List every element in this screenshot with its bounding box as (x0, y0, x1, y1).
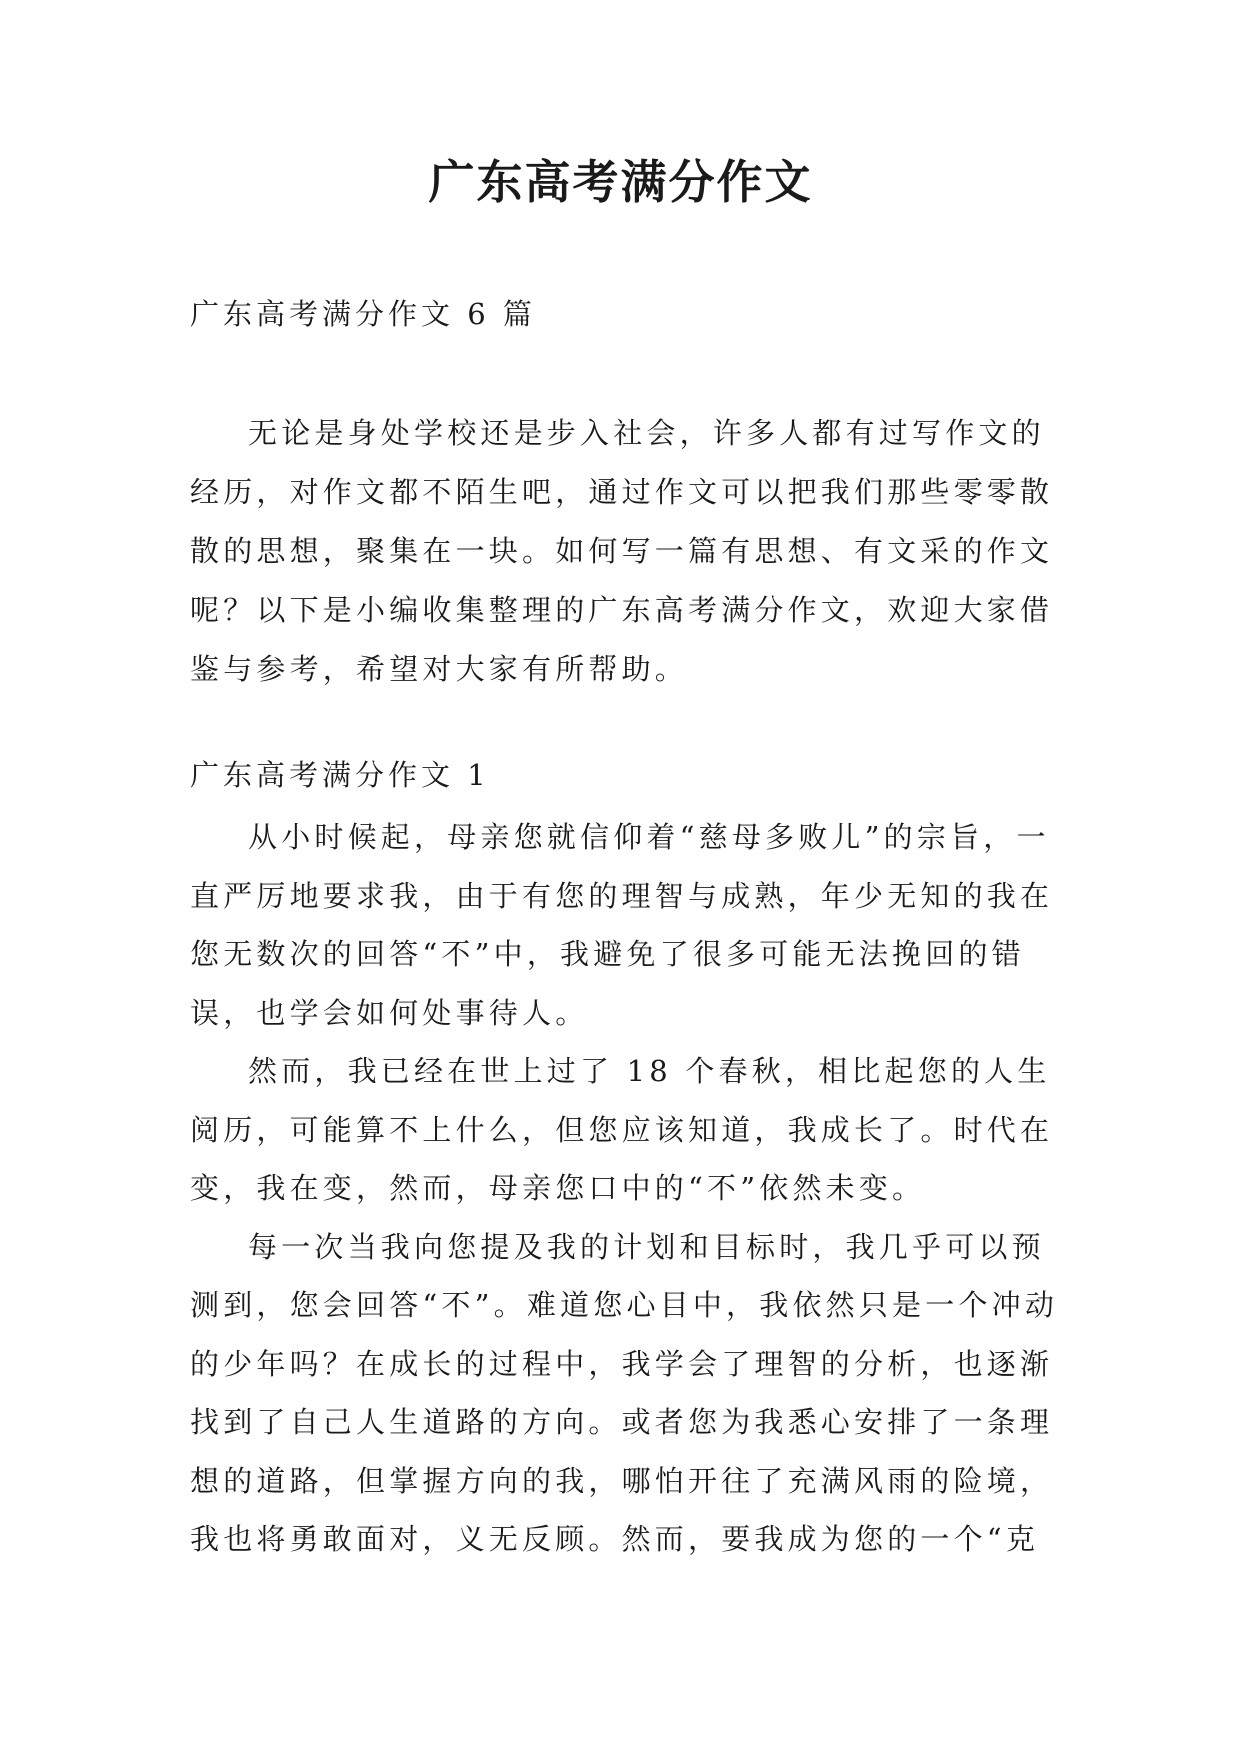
essay-paragraph: 然而，我已经在世上过了 18 个春秋，相比起您的人生阅历，可能算不上什么，但您应该知道，我成长了。时代在变，我在变，然而，母亲您口中的“不”依然未变。 (190, 1054, 1054, 1205)
intro-paragraph: 无论是身处学校还是步入社会，许多人都有过写作文的经历，对作文都不陌生吧，通过作文可以把我们那些零零散散的思想，聚集在一块。如何写一篇有思想、有文采的作文呢？以下是小编收集整理的广东高考满分作文，欢迎大家借鉴与参考，希望对大家有所帮助。 (190, 416, 1054, 686)
document-subtitle: 广东高考满分作文 6 篇 (190, 297, 536, 331)
document-title: 广东高考满分作文 (428, 155, 813, 209)
essay-body (190, 808, 1060, 1569)
essay-paragraph: 从小时候起，母亲您就信仰着“慈母多败儿”的宗旨，一直严厉地要求我，由于有您的理智与成熟，年少无知的我在您无数次的回答“不”中，我避免了很多可能无法挽回的错误，也学会如何处事待人。 (190, 820, 1054, 1030)
section-heading: 广东高考满分作文 1 (190, 758, 490, 792)
essay-paragraph: 每一次当我向您提及我的计划和目标时，我几乎可以预测到，您会回答“不”。难道您心目中，我依然只是一个冲动的少年吗？在成长的过程中，我学会了理智的分析，也逐渐找到了自己人生道路的方向。或者您为我悉心安排了一条理想的道路，但掌握方向的我，哪怕开往了充满风雨的险境，我也将勇敢面对，义无反顾。然而，要我成为您的一个“克 (190, 1229, 1059, 1556)
